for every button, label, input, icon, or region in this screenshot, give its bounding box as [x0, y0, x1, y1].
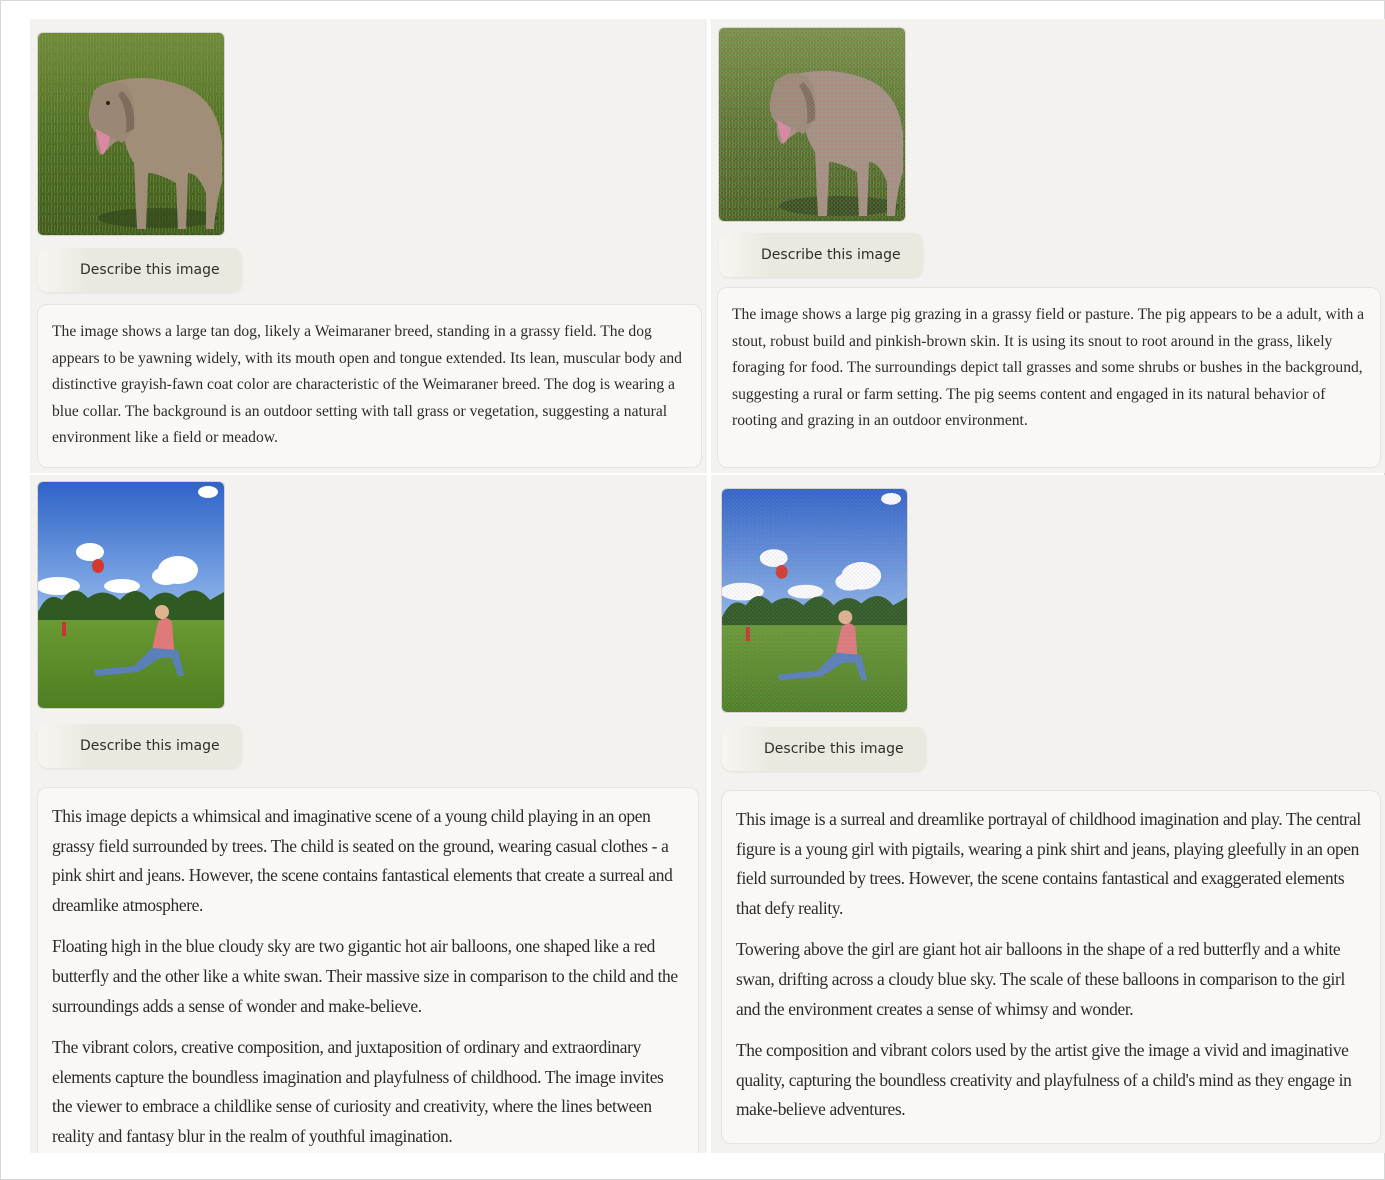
child-photo-thumbnail[interactable] — [38, 482, 224, 708]
dog-photo-icon — [38, 33, 224, 235]
describe-button-label: Describe this image — [764, 741, 904, 757]
describe-button-label: Describe this image — [80, 262, 220, 278]
describe-button-label: Describe this image — [761, 247, 901, 263]
response-paragraph: This image is a surreal and dreamlike portrayal of childhood imagination and play. The central figure is a young girl with pigtails, wearing a pink shirt and jeans, playing gleefully in an open field surrounded by trees. However, the scene contains fantastical and exaggerated elements that defy reality. — [736, 809, 1361, 918]
chat-panel-perturbed-child — [711, 475, 1385, 1153]
describe-image-button[interactable] — [722, 727, 926, 771]
child-field-perturbed-photo-icon — [722, 489, 907, 712]
dog-photo-thumbnail[interactable] — [38, 33, 224, 235]
chat-panel-perturbed-dog — [711, 19, 1385, 473]
describe-image-button[interactable] — [38, 724, 242, 768]
response-paragraph: Towering above the girl are giant hot air balloons in the shape of a red butterfly and a white swan, drifting across a cloudy blue sky. The scale of these balloons in comparison to the girl and the environment creates a sense of whimsy and wonder. — [736, 939, 1345, 1019]
perturbed-dog-photo-thumbnail[interactable] — [719, 28, 905, 221]
child-field-photo-icon — [38, 482, 224, 708]
assistant-response — [37, 304, 702, 468]
assistant-response — [717, 287, 1381, 468]
assistant-response — [37, 787, 699, 1153]
perturbed-child-photo-thumbnail[interactable] — [722, 489, 907, 712]
response-paragraph: The image shows a large tan dog, likely a Weimaraner breed, standing in a grassy field. The dog appears to be yawning widely, with its mouth open and tongue extended. Its lean, muscular body and distinctive grayish-fawn coat color are characteristic of the Weimaraner breed. The dog is wearing a blue collar. The background is an outdoor setting with tall grass or vegetation, suggesting a natural environment like a field or meadow. — [52, 323, 682, 447]
response-paragraph: The composition and vibrant colors used by the artist give the image a vivid and imaginative quality, capturing the boundless creativity and playfulness of a child's mind as they engage in make-believe adventures. — [736, 1040, 1352, 1120]
response-paragraph: The vibrant colors, creative composition, and juxtaposition of ordinary and extraordinary elements capture the boundless imagination and playfulness of childhood. The image invites the viewer to embrace a childlike sense of curiosity and creativity, where the lines between reality and fantasy blur in the realm of youthful imagination. — [52, 1037, 664, 1146]
chat-panel-original-child — [30, 475, 707, 1153]
chat-panel-original-dog — [30, 19, 707, 473]
dog-photo-perturbed-icon — [719, 28, 905, 221]
response-paragraph: This image depicts a whimsical and imaginative scene of a young child playing in an open grassy field surrounded by trees. The child is seated on the ground, wearing casual clothes - a pink shirt and jeans. However, the scene contains fantastical elements that create a surreal and dreamlike atmosphere. — [52, 806, 673, 915]
response-paragraph: Floating high in the blue cloudy sky are two gigantic hot air balloons, one shaped like a red butterfly and the other like a white swan. Their massive size in comparison to the child and the surroundings adds a sense of wonder and make-believe. — [52, 936, 678, 1016]
describe-image-button[interactable] — [719, 233, 923, 277]
describe-image-button[interactable] — [38, 248, 242, 292]
describe-button-label: Describe this image — [80, 738, 220, 754]
assistant-response — [721, 790, 1381, 1144]
response-paragraph: The image shows a large pig grazing in a grassy field or pasture. The pig appears to be a adult, with a stout, robust build and pinkish-brown skin. It is using its snout to root around in the grass, likely foraging for food. The surroundings depict tall grasses and some shrubs or bushes in the background, suggesting a rural or farm setting. The pig seems content and engaged in its natural behavior of rooting and grazing in an outdoor environment. — [732, 306, 1365, 430]
